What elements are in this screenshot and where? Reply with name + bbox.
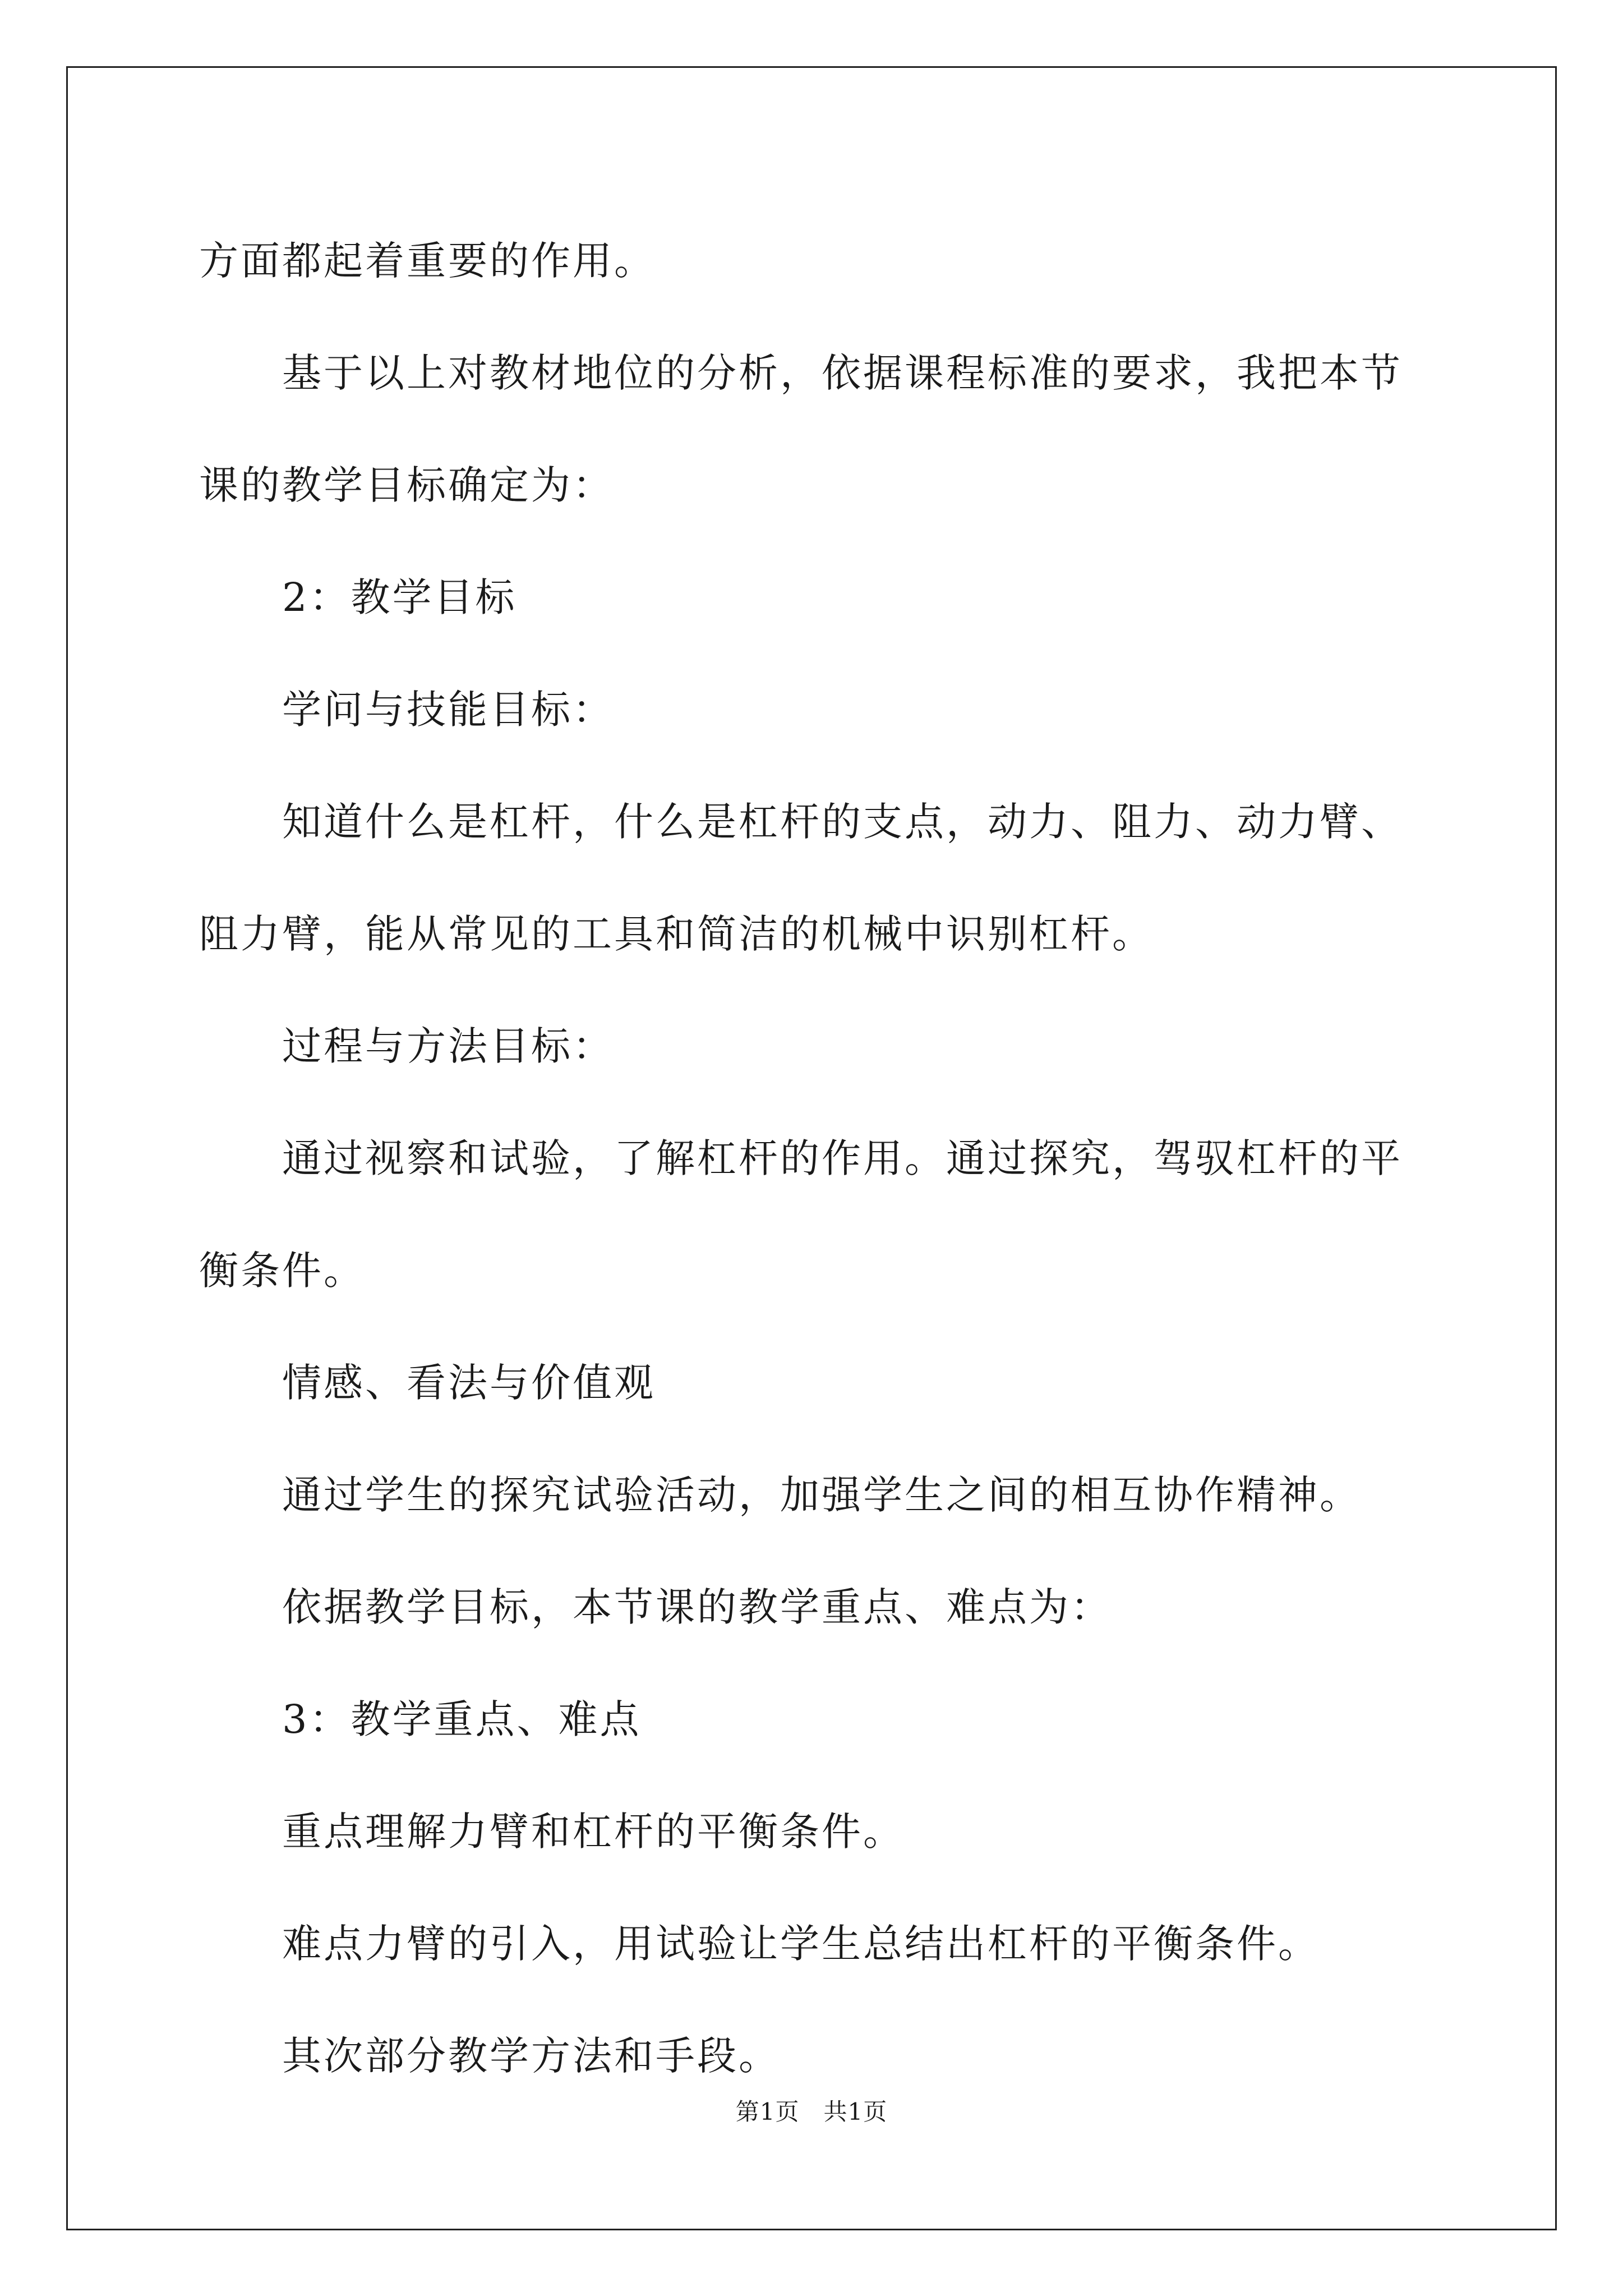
- paragraph: 依据教学目标，本节课的教学重点、难点为：: [282, 1584, 1112, 1630]
- paragraph: 通过视察和试验，了解杠杆的作用。通过探究，驾驭杠杆的平衡条件。: [199, 1135, 1403, 1294]
- subsection-heading: 过程与方法目标：: [282, 1023, 614, 1069]
- paragraph: 基于以上对教材地位的分析，依据课程标准的要求，我把本节课的教学目标确定为：: [199, 350, 1403, 508]
- section-heading: 2：教学目标: [282, 574, 517, 620]
- paragraph: 重点理解力臂和杠杆的平衡条件。: [282, 1809, 905, 1855]
- paragraph: 难点力臂的引入，用试验让学生总结出杠杆的平衡条件。: [282, 1921, 1320, 1967]
- subsection-heading: 情感、看法与价值观: [282, 1360, 656, 1406]
- paragraph: 方面都起着重要的作用。: [199, 238, 656, 284]
- section-heading: 3：教学重点、难点: [282, 1696, 642, 1742]
- document-body: [199, 214, 1433, 2112]
- paragraph: 知道什么是杠杆，什么是杠杆的支点，动力、阻力、动力臂、阻力臂，能从常见的工具和简洁的机械中识别杠杆。: [199, 799, 1403, 957]
- paragraph: 其次部分教学方法和手段。: [282, 2033, 780, 2079]
- page-number-footer: 第1页 共1页: [735, 2098, 888, 2125]
- subsection-heading: 学问与技能目标：: [282, 687, 614, 733]
- paragraph: 通过学生的探究试验活动，加强学生之间的相互协作精神。: [282, 1472, 1361, 1518]
